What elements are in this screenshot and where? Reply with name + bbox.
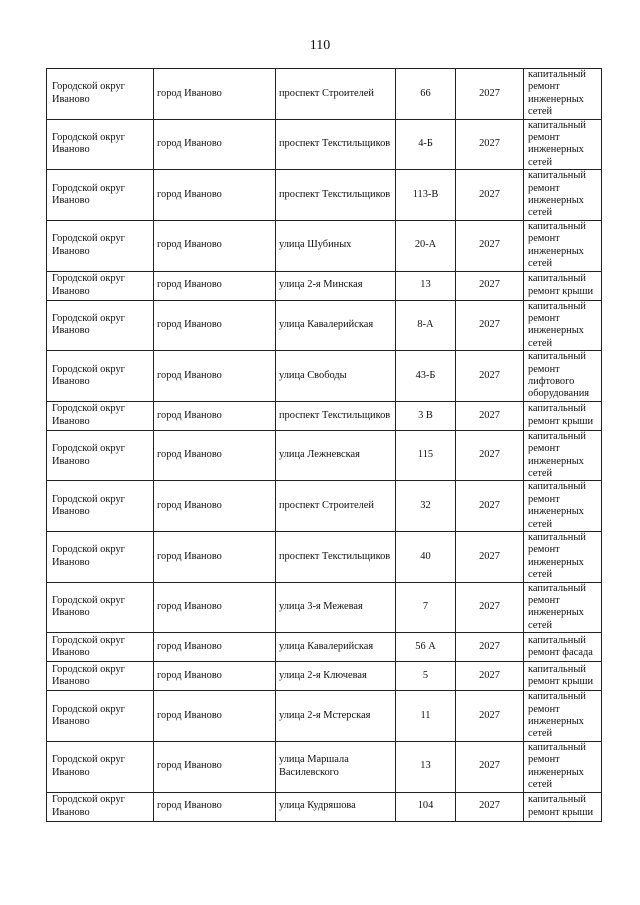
street-cell: улица 2-я Мстерская	[276, 691, 396, 742]
settlement-cell: город Иваново	[154, 69, 276, 120]
work-type-cell: капитальный ремонт инженерных сетей	[524, 430, 602, 481]
house-cell: 20-А	[396, 220, 456, 271]
table-row	[47, 662, 602, 691]
settlement-cell: город Иваново	[154, 220, 276, 271]
year-cell: 2027	[456, 792, 524, 821]
municipality-cell: Городской округ Иваново	[47, 633, 154, 662]
street-cell: проспект Текстильщиков	[276, 119, 396, 170]
table-row	[47, 430, 602, 481]
repair-schedule-table	[46, 68, 602, 822]
municipality-cell: Городской округ Иваново	[47, 300, 154, 351]
year-cell: 2027	[456, 691, 524, 742]
street-cell: проспект Текстильщиков	[276, 532, 396, 583]
settlement-cell: город Иваново	[154, 119, 276, 170]
table-row	[47, 300, 602, 351]
work-type-cell: капитальный ремонт инженерных сетей	[524, 170, 602, 221]
year-cell: 2027	[456, 401, 524, 430]
municipality-cell: Городской округ Иваново	[47, 430, 154, 481]
street-cell: улица 2-я Ключевая	[276, 662, 396, 691]
municipality-cell: Городской округ Иваново	[47, 69, 154, 120]
year-cell: 2027	[456, 633, 524, 662]
work-type-cell: капитальный ремонт инженерных сетей	[524, 532, 602, 583]
house-cell: 66	[396, 69, 456, 120]
street-cell: улица Кавалерийская	[276, 633, 396, 662]
settlement-cell: город Иваново	[154, 691, 276, 742]
table-row	[47, 481, 602, 532]
table-row	[47, 582, 602, 633]
municipality-cell: Городской округ Иваново	[47, 532, 154, 583]
year-cell: 2027	[456, 300, 524, 351]
house-cell: 5	[396, 662, 456, 691]
street-cell: проспект Строителей	[276, 69, 396, 120]
work-type-cell: капитальный ремонт крыши	[524, 271, 602, 300]
table-row	[47, 220, 602, 271]
settlement-cell: город Иваново	[154, 401, 276, 430]
work-type-cell: капитальный ремонт фасада	[524, 633, 602, 662]
year-cell: 2027	[456, 119, 524, 170]
settlement-cell: город Иваново	[154, 741, 276, 792]
table-row	[47, 119, 602, 170]
settlement-cell: город Иваново	[154, 351, 276, 402]
street-cell: улица Кавалерийская	[276, 300, 396, 351]
settlement-cell: город Иваново	[154, 792, 276, 821]
street-cell: проспект Текстильщиков	[276, 401, 396, 430]
municipality-cell: Городской округ Иваново	[47, 741, 154, 792]
settlement-cell: город Иваново	[154, 271, 276, 300]
year-cell: 2027	[456, 271, 524, 300]
settlement-cell: город Иваново	[154, 532, 276, 583]
street-cell: улица Лежневская	[276, 430, 396, 481]
house-cell: 40	[396, 532, 456, 583]
house-cell: 104	[396, 792, 456, 821]
settlement-cell: город Иваново	[154, 582, 276, 633]
year-cell: 2027	[456, 481, 524, 532]
table-row	[47, 532, 602, 583]
table-row	[47, 351, 602, 402]
year-cell: 2027	[456, 741, 524, 792]
table-row	[47, 69, 602, 120]
work-type-cell: капитальный ремонт инженерных сетей	[524, 582, 602, 633]
house-cell: 113-В	[396, 170, 456, 221]
work-type-cell: капитальный ремонт инженерных сетей	[524, 691, 602, 742]
work-type-cell: капитальный ремонт инженерных сетей	[524, 300, 602, 351]
municipality-cell: Городской округ Иваново	[47, 691, 154, 742]
work-type-cell: капитальный ремонт инженерных сетей	[524, 69, 602, 120]
table-row	[47, 691, 602, 742]
municipality-cell: Городской округ Иваново	[47, 662, 154, 691]
municipality-cell: Городской округ Иваново	[47, 119, 154, 170]
table-row	[47, 170, 602, 221]
municipality-cell: Городской округ Иваново	[47, 271, 154, 300]
settlement-cell: город Иваново	[154, 170, 276, 221]
year-cell: 2027	[456, 220, 524, 271]
year-cell: 2027	[456, 430, 524, 481]
settlement-cell: город Иваново	[154, 662, 276, 691]
year-cell: 2027	[456, 170, 524, 221]
work-type-cell: капитальный ремонт инженерных сетей	[524, 119, 602, 170]
house-cell: 13	[396, 741, 456, 792]
street-cell: проспект Строителей	[276, 481, 396, 532]
street-cell: улица 3-я Межевая	[276, 582, 396, 633]
street-cell: улица Маршала Василевского	[276, 741, 396, 792]
page-number: 110	[309, 38, 331, 53]
table-row	[47, 401, 602, 430]
house-cell: 32	[396, 481, 456, 532]
house-cell: 115	[396, 430, 456, 481]
street-cell: улица Свободы	[276, 351, 396, 402]
work-type-cell: капитальный ремонт инженерных сетей	[524, 220, 602, 271]
work-type-cell: капитальный ремонт крыши	[524, 792, 602, 821]
work-type-cell: капитальный ремонт инженерных сетей	[524, 481, 602, 532]
municipality-cell: Городской округ Иваново	[47, 401, 154, 430]
table-row	[47, 792, 602, 821]
house-cell: 4-Б	[396, 119, 456, 170]
work-type-cell: капитальный ремонт инженерных сетей	[524, 741, 602, 792]
municipality-cell: Городской округ Иваново	[47, 481, 154, 532]
year-cell: 2027	[456, 662, 524, 691]
year-cell: 2027	[456, 582, 524, 633]
municipality-cell: Городской округ Иваново	[47, 220, 154, 271]
settlement-cell: город Иваново	[154, 300, 276, 351]
house-cell: 43-Б	[396, 351, 456, 402]
house-cell: 13	[396, 271, 456, 300]
house-cell: 8-А	[396, 300, 456, 351]
street-cell: улица Шубиных	[276, 220, 396, 271]
table-row	[47, 741, 602, 792]
work-type-cell: капитальный ремонт крыши	[524, 662, 602, 691]
municipality-cell: Городской округ Иваново	[47, 170, 154, 221]
settlement-cell: город Иваново	[154, 633, 276, 662]
municipality-cell: Городской округ Иваново	[47, 792, 154, 821]
house-cell: 56 А	[396, 633, 456, 662]
settlement-cell: город Иваново	[154, 430, 276, 481]
house-cell: 11	[396, 691, 456, 742]
year-cell: 2027	[456, 351, 524, 402]
table-row	[47, 633, 602, 662]
street-cell: улица 2-я Минская	[276, 271, 396, 300]
table-row	[47, 271, 602, 300]
municipality-cell: Городской округ Иваново	[47, 582, 154, 633]
street-cell: улица Кудряшова	[276, 792, 396, 821]
house-cell: 7	[396, 582, 456, 633]
work-type-cell: капитальный ремонт лифтового оборудования	[524, 351, 602, 402]
settlement-cell: город Иваново	[154, 481, 276, 532]
work-type-cell: капитальный ремонт крыши	[524, 401, 602, 430]
year-cell: 2027	[456, 532, 524, 583]
municipality-cell: Городской округ Иваново	[47, 351, 154, 402]
year-cell: 2027	[456, 69, 524, 120]
street-cell: проспект Текстильщиков	[276, 170, 396, 221]
house-cell: 3 В	[396, 401, 456, 430]
